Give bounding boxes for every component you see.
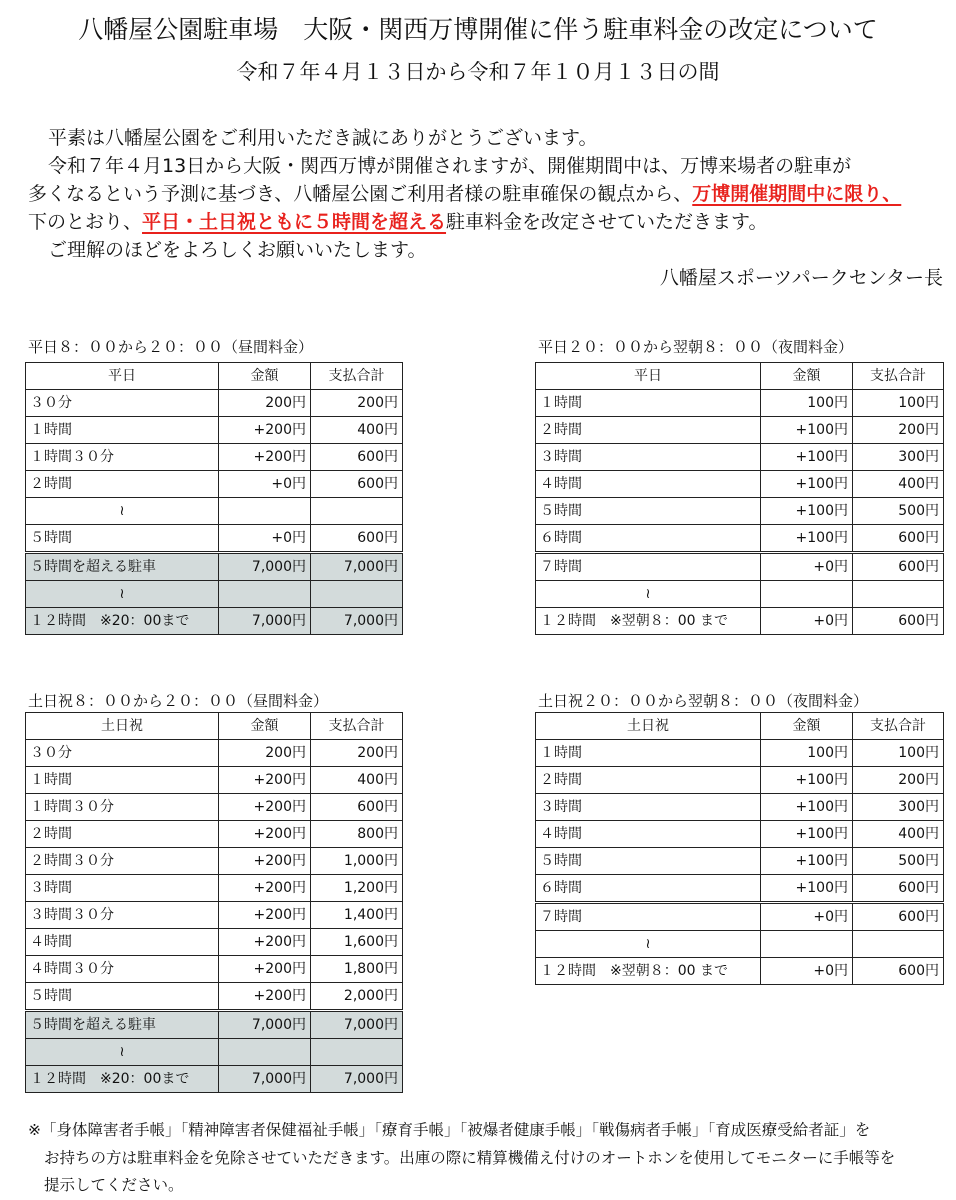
- rate-row: [536, 553, 944, 581]
- rate-label-cell: ２時間: [536, 417, 761, 444]
- rate-row: [26, 848, 403, 875]
- rate-label-cell: ２時間３０分: [26, 848, 219, 875]
- rate-amount-cell: +200円: [219, 956, 311, 983]
- rate-total-cell: 600円: [853, 553, 944, 581]
- rate-total-cell: [853, 581, 944, 608]
- table-header-row: [536, 713, 944, 740]
- rate-row: [26, 929, 403, 956]
- rate-amount-cell: [219, 581, 311, 608]
- rate-row: [26, 1039, 403, 1066]
- rate-total-cell: 1,400円: [311, 902, 403, 929]
- rate-amount-cell: +0円: [761, 958, 853, 985]
- rate-amount-cell: 7,000円: [219, 553, 311, 581]
- rate-total-cell: [311, 581, 403, 608]
- rate-label-cell: １２時間 ※翌朝８：00 まで: [536, 608, 761, 635]
- holiday-day-rate-table: [25, 712, 403, 1093]
- rate-row: [536, 740, 944, 767]
- rate-row: [536, 525, 944, 553]
- table-header-row: [26, 363, 403, 390]
- rate-label-cell: ２時間: [26, 821, 219, 848]
- rate-row: [536, 390, 944, 417]
- rate-total-cell: 7,000円: [311, 553, 403, 581]
- rate-row: [26, 498, 403, 525]
- rate-amount-cell: [761, 931, 853, 958]
- rate-total-cell: 100円: [853, 740, 944, 767]
- rate-amount-cell: [761, 581, 853, 608]
- rate-row: [26, 581, 403, 608]
- rate-total-cell: 600円: [311, 444, 403, 471]
- rate-row: [26, 983, 403, 1011]
- rate-amount-cell: +100円: [761, 471, 853, 498]
- rate-row: [536, 794, 944, 821]
- rate-label-cell: ６時間: [536, 875, 761, 903]
- rate-row: [26, 1066, 403, 1093]
- rate-label-cell: １２時間 ※20：00まで: [26, 1066, 219, 1093]
- rate-amount-cell: +100円: [761, 794, 853, 821]
- rate-total-cell: [311, 498, 403, 525]
- rate-label-cell: １時間: [26, 417, 219, 444]
- rate-amount-cell: [219, 1039, 311, 1066]
- rate-amount-cell: 7,000円: [219, 1066, 311, 1093]
- rate-row: [536, 444, 944, 471]
- rate-row: [536, 581, 944, 608]
- rate-amount-cell: +0円: [219, 471, 311, 498]
- rate-row: [26, 740, 403, 767]
- header-amount: 金額: [219, 713, 311, 740]
- notice-line: 令和７年４月13日から大阪・関西万博が開催されますが、開催期間中は、万博来場者の駐車が: [48, 155, 852, 177]
- notice-line: [28, 208, 943, 236]
- rate-amount-cell: +200円: [219, 983, 311, 1011]
- rate-amount-cell: [219, 498, 311, 525]
- rate-label-cell: ５時間: [536, 848, 761, 875]
- rate-amount-cell: 100円: [761, 390, 853, 417]
- notice-text: 下のとおり、: [28, 211, 143, 233]
- rate-amount-cell: +0円: [761, 903, 853, 931]
- rate-amount-cell: +100円: [761, 821, 853, 848]
- rate-total-cell: 600円: [853, 903, 944, 931]
- rate-total-cell: 600円: [311, 471, 403, 498]
- rate-total-cell: [311, 1039, 403, 1066]
- notice-emphasis: 万博開催期間中に限り、: [692, 183, 902, 205]
- header-total: 支払合計: [853, 713, 944, 740]
- rate-total-cell: 600円: [853, 875, 944, 903]
- rate-label-cell: ２時間: [26, 471, 219, 498]
- footnote: [28, 1117, 943, 1200]
- rate-label-cell: １時間３０分: [26, 444, 219, 471]
- rate-label-cell: ７時間: [536, 903, 761, 931]
- header-category: 平日: [536, 363, 761, 390]
- rate-label-cell: ３０分: [26, 740, 219, 767]
- rate-total-cell: 500円: [853, 498, 944, 525]
- rate-label-cell: ５時間を超える駐車: [26, 1011, 219, 1039]
- notice-emphasis: 平日・土日祝ともに５時間を超える: [142, 211, 447, 233]
- rate-total-cell: 1,200円: [311, 875, 403, 902]
- rate-label-cell: ≀: [26, 581, 219, 608]
- rate-label-cell: ３時間: [26, 875, 219, 902]
- rate-total-cell: 200円: [853, 767, 944, 794]
- rate-label-cell: ３時間３０分: [26, 902, 219, 929]
- rate-total-cell: 400円: [311, 767, 403, 794]
- rate-amount-cell: 100円: [761, 740, 853, 767]
- rate-label-cell: ５時間を超える駐車: [26, 553, 219, 581]
- period-subtitle: 令和７年４月１３日から令和７年１０月１３日の間: [236, 60, 720, 84]
- table-caption: 土日祝２０：００から翌朝８：００（夜間料金）: [538, 692, 869, 710]
- rate-label-cell: ４時間: [536, 821, 761, 848]
- rate-row: [26, 1011, 403, 1039]
- rate-row: [26, 553, 403, 581]
- notice-text: 駐車料金を改定させていただきます。: [446, 211, 768, 233]
- rate-label-cell: ≀: [536, 931, 761, 958]
- rate-amount-cell: +100円: [761, 444, 853, 471]
- rate-amount-cell: 200円: [219, 390, 311, 417]
- rate-amount-cell: 200円: [219, 740, 311, 767]
- rate-label-cell: ４時間: [26, 929, 219, 956]
- rate-row: [26, 821, 403, 848]
- header-total: 支払合計: [311, 363, 403, 390]
- header-total: 支払合計: [311, 713, 403, 740]
- rate-label-cell: ≀: [26, 498, 219, 525]
- rate-total-cell: 400円: [311, 417, 403, 444]
- notice-line: [28, 180, 943, 208]
- rate-total-cell: 500円: [853, 848, 944, 875]
- rate-row: [26, 417, 403, 444]
- rate-label-cell: ３時間: [536, 794, 761, 821]
- rate-row: [536, 848, 944, 875]
- rate-amount-cell: +200円: [219, 767, 311, 794]
- rate-total-cell: 200円: [853, 417, 944, 444]
- table-header-row: [26, 713, 403, 740]
- rate-amount-cell: +200円: [219, 417, 311, 444]
- rate-label-cell: ≀: [536, 581, 761, 608]
- notice-line: ご理解のほどをよろしくお願いいたします。: [48, 239, 427, 261]
- rate-amount-cell: +0円: [219, 525, 311, 553]
- rate-total-cell: 1,800円: [311, 956, 403, 983]
- header-category: 平日: [26, 363, 219, 390]
- footnote-line: ※「身体障害者手帳」「精神障害者保健福祉手帳」「療育手帳」「被爆者健康手帳」「戦傷病者手帳」「育成医療受給者証」を: [28, 1121, 871, 1139]
- rate-row: [536, 608, 944, 635]
- rate-label-cell: １時間３０分: [26, 794, 219, 821]
- rate-total-cell: 400円: [853, 821, 944, 848]
- rate-label-cell: ３０分: [26, 390, 219, 417]
- rate-total-cell: 400円: [853, 471, 944, 498]
- header-category: 土日祝: [536, 713, 761, 740]
- rate-total-cell: [853, 931, 944, 958]
- rate-amount-cell: +100円: [761, 767, 853, 794]
- table-caption: 平日２０：００から翌朝８：００（夜間料金）: [538, 338, 854, 356]
- weekday-day-rate-table: [25, 362, 403, 635]
- rate-label-cell: ６時間: [536, 525, 761, 553]
- rate-total-cell: 600円: [853, 958, 944, 985]
- footnote-line: お持ちの方は駐車料金を免除させていただきます。出庫の際に精算機備え付けのオートホンを使用してモニターに手帳等を: [44, 1148, 896, 1167]
- rate-label-cell: ≀: [26, 1039, 219, 1066]
- notice-body: [28, 124, 943, 292]
- rate-label-cell: ５時間: [536, 498, 761, 525]
- header-total: 支払合計: [853, 363, 944, 390]
- rate-total-cell: 600円: [853, 608, 944, 635]
- rate-label-cell: １２時間 ※20：00まで: [26, 608, 219, 635]
- rate-row: [536, 417, 944, 444]
- rate-label-cell: ３時間: [536, 444, 761, 471]
- rate-total-cell: 600円: [311, 525, 403, 553]
- rate-total-cell: 7,000円: [311, 608, 403, 635]
- signature: 八幡屋スポーツパークセンター長: [659, 267, 943, 289]
- rate-row: [536, 903, 944, 931]
- header-amount: 金額: [761, 363, 853, 390]
- rate-amount-cell: 7,000円: [219, 608, 311, 635]
- header-amount: 金額: [219, 363, 311, 390]
- rate-label-cell: ５時間: [26, 525, 219, 553]
- weekday-night-rate-table: [535, 362, 944, 635]
- page-title: 八幡屋公園駐車場 大阪・関西万博開催に伴う駐車料金の改定について: [78, 15, 878, 44]
- rate-row: [26, 608, 403, 635]
- rate-row: [536, 958, 944, 985]
- rate-label-cell: １時間: [536, 390, 761, 417]
- header-category: 土日祝: [26, 713, 219, 740]
- rate-row: [26, 525, 403, 553]
- rate-label-cell: ４時間３０分: [26, 956, 219, 983]
- rate-total-cell: 800円: [311, 821, 403, 848]
- rate-amount-cell: 7,000円: [219, 1011, 311, 1039]
- rate-total-cell: 200円: [311, 390, 403, 417]
- rate-amount-cell: +0円: [761, 553, 853, 581]
- rate-amount-cell: +200円: [219, 929, 311, 956]
- rate-row: [26, 767, 403, 794]
- notice-line: 平素は八幡屋公園をご利用いただき誠にありがとうございます。: [48, 127, 598, 149]
- rate-amount-cell: +100円: [761, 417, 853, 444]
- rate-row: [536, 471, 944, 498]
- rate-label-cell: ２時間: [536, 767, 761, 794]
- rate-row: [536, 875, 944, 903]
- footnote-line: 提示してください。: [44, 1176, 184, 1194]
- rate-row: [536, 498, 944, 525]
- rate-label-cell: ７時間: [536, 553, 761, 581]
- header-amount: 金額: [761, 713, 853, 740]
- rate-amount-cell: +200円: [219, 444, 311, 471]
- rate-amount-cell: +100円: [761, 848, 853, 875]
- rate-amount-cell: +100円: [761, 875, 853, 903]
- rate-amount-cell: +100円: [761, 498, 853, 525]
- rate-total-cell: 1,600円: [311, 929, 403, 956]
- rate-row: [26, 794, 403, 821]
- table-caption: 土日祝８：００から２０：００（昼間料金）: [28, 692, 329, 710]
- rate-row: [26, 875, 403, 902]
- notice-text: 多くなるという予測に基づき、八幡屋公園ご利用者様の駐車確保の観点から、: [28, 183, 693, 205]
- rate-row: [536, 931, 944, 958]
- rate-label-cell: １時間: [26, 767, 219, 794]
- rate-label-cell: ４時間: [536, 471, 761, 498]
- rate-total-cell: 200円: [311, 740, 403, 767]
- rate-total-cell: 100円: [853, 390, 944, 417]
- rate-row: [26, 444, 403, 471]
- rate-row: [26, 471, 403, 498]
- rate-amount-cell: +200円: [219, 848, 311, 875]
- rate-label-cell: １時間: [536, 740, 761, 767]
- rate-row: [26, 956, 403, 983]
- rate-row: [536, 821, 944, 848]
- rate-amount-cell: +0円: [761, 608, 853, 635]
- rate-row: [26, 902, 403, 929]
- holiday-night-rate-table: [535, 712, 944, 985]
- rate-label-cell: ５時間: [26, 983, 219, 1011]
- rate-amount-cell: +200円: [219, 902, 311, 929]
- table-caption: 平日８：００から２０：００（昼間料金）: [28, 338, 314, 356]
- rate-amount-cell: +200円: [219, 875, 311, 902]
- rate-total-cell: 7,000円: [311, 1011, 403, 1039]
- rate-row: [26, 390, 403, 417]
- rate-amount-cell: +100円: [761, 525, 853, 553]
- table-header-row: [536, 363, 944, 390]
- rate-total-cell: 2,000円: [311, 983, 403, 1011]
- rate-total-cell: 600円: [853, 525, 944, 553]
- rate-total-cell: 1,000円: [311, 848, 403, 875]
- rate-amount-cell: +200円: [219, 794, 311, 821]
- rate-row: [536, 767, 944, 794]
- rate-total-cell: 600円: [311, 794, 403, 821]
- rate-total-cell: 300円: [853, 794, 944, 821]
- rate-total-cell: 300円: [853, 444, 944, 471]
- rate-total-cell: 7,000円: [311, 1066, 403, 1093]
- rate-label-cell: １２時間 ※翌朝８：00 まで: [536, 958, 761, 985]
- rate-amount-cell: +200円: [219, 821, 311, 848]
